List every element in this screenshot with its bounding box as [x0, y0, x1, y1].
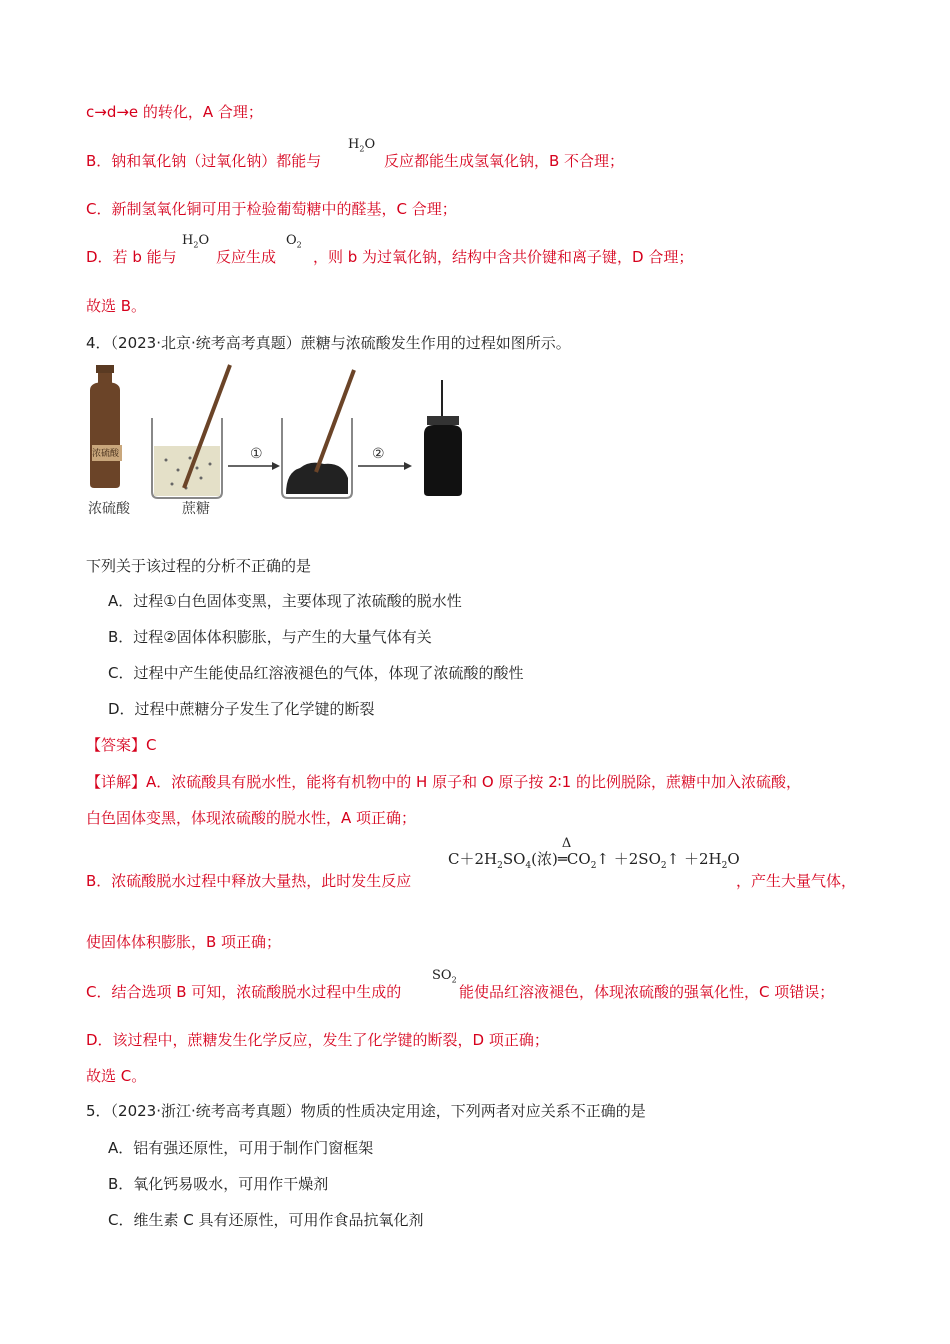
answer: 【答案】C	[86, 736, 157, 754]
step-2-label: ②	[372, 446, 385, 462]
black-jar-icon	[424, 380, 462, 496]
water-formula: $H_2O$	[182, 233, 210, 250]
beaker-carbon-icon	[282, 370, 354, 498]
reaction-equation: $C+2H_2SO_4$(浓) Δ $═CO_2↑$ $+2SO_2↑ +2H_2O$	[448, 836, 740, 871]
detail-line-3-part1: B．浓硫酸脱水过程中释放大量热，此时发生反应	[86, 872, 412, 890]
detail-line-1: 【详解】A．浓硫酸具有脱水性，能将有机物中的 H 原子和 O 原子按 2∶1 的比例脱除，蔗糖中加入浓硫酸，	[86, 773, 801, 791]
beaker-sugar-icon	[152, 365, 230, 498]
option-c: C．过程中产生能使品红溶液褪色的气体，体现了浓硫酸的酸性	[108, 664, 524, 682]
q5-option-b: B．氧化钙易吸水，可用作干燥剂	[108, 1175, 329, 1193]
detail-line-2: 白色固体变黑，体现浓硫酸的脱水性，A 项正确；	[86, 809, 417, 827]
option-a: A．过程①白色固体变黑，主要体现了浓硫酸的脱水性	[108, 592, 462, 610]
q5-option-c: C．维生素 C 具有还原性，可用作食品抗氧化剂	[108, 1211, 424, 1229]
solution-line-1: c→d→e 的转化，A 合理；	[86, 103, 263, 121]
solution-line-d-part3: ，则 b 为过氧化钠，结构中含共价键和离子键，D 合理；	[313, 248, 694, 266]
solution-line-b-part1: B．钠和氧化钠（过氧化钠）都能与	[86, 152, 322, 170]
so2-formula: $SO_2$	[432, 968, 457, 985]
oxygen-formula: $O_2$	[286, 233, 302, 250]
bottle-tag: 浓硫酸	[92, 449, 120, 459]
detail-line-4: 使固体体积膨胀，B 项正确；	[86, 933, 282, 951]
question-4-title: 4．（2023·北京·统考高考真题）蔗糖与浓硫酸发生作用的过程如图所示。	[86, 334, 571, 352]
sucrose-acid-diagram	[86, 360, 466, 520]
option-b: B．过程②固体体积膨胀，与产生的大量气体有关	[108, 628, 432, 646]
reaction-figure	[86, 360, 466, 520]
detail-line-7: 故选 C。	[86, 1067, 147, 1085]
q5-option-a: A．铝有强还原性，可用于制作门窗框架	[108, 1139, 374, 1157]
solution-line-c: C．新制氢氧化铜可用于检验葡萄糖中的醛基，C 合理；	[86, 200, 457, 218]
detail-line-5-part2: 能使品红溶液褪色，体现浓硫酸的强氧化性，C 项错误；	[459, 983, 835, 1001]
step-1-label: ①	[250, 446, 263, 462]
water-formula: $H_2O$	[348, 137, 376, 154]
solution-conclusion: 故选 B。	[86, 297, 147, 315]
sugar-label: 蔗糖	[182, 501, 210, 517]
solution-line-b-part2: 反应都能生成氢氧化钠，B 不合理；	[384, 152, 625, 170]
solution-line-d-part2: 反应生成	[216, 248, 277, 266]
acid-label: 浓硫酸	[88, 501, 130, 517]
question-5-title: 5．（2023·浙江·统考高考真题）物质的性质决定用途，下列两者对应关系不正确的是	[86, 1102, 646, 1120]
detail-line-5-part1: C．结合选项 B 可知，浓硫酸脱水过程中生成的	[86, 983, 402, 1001]
detail-line-6: D．该过程中，蔗糖发生化学反应，发生了化学键的断裂，D 项正确；	[86, 1031, 549, 1049]
acid-bottle-icon	[90, 365, 122, 488]
solution-line-d-part1: D．若 b 能与	[86, 248, 177, 266]
detail-line-3-part2: ，产生大量气体，	[736, 872, 857, 890]
question-4-stem: 下列关于该过程的分析不正确的是	[86, 557, 312, 575]
option-d: D．过程中蔗糖分子发生了化学键的断裂	[108, 700, 375, 718]
